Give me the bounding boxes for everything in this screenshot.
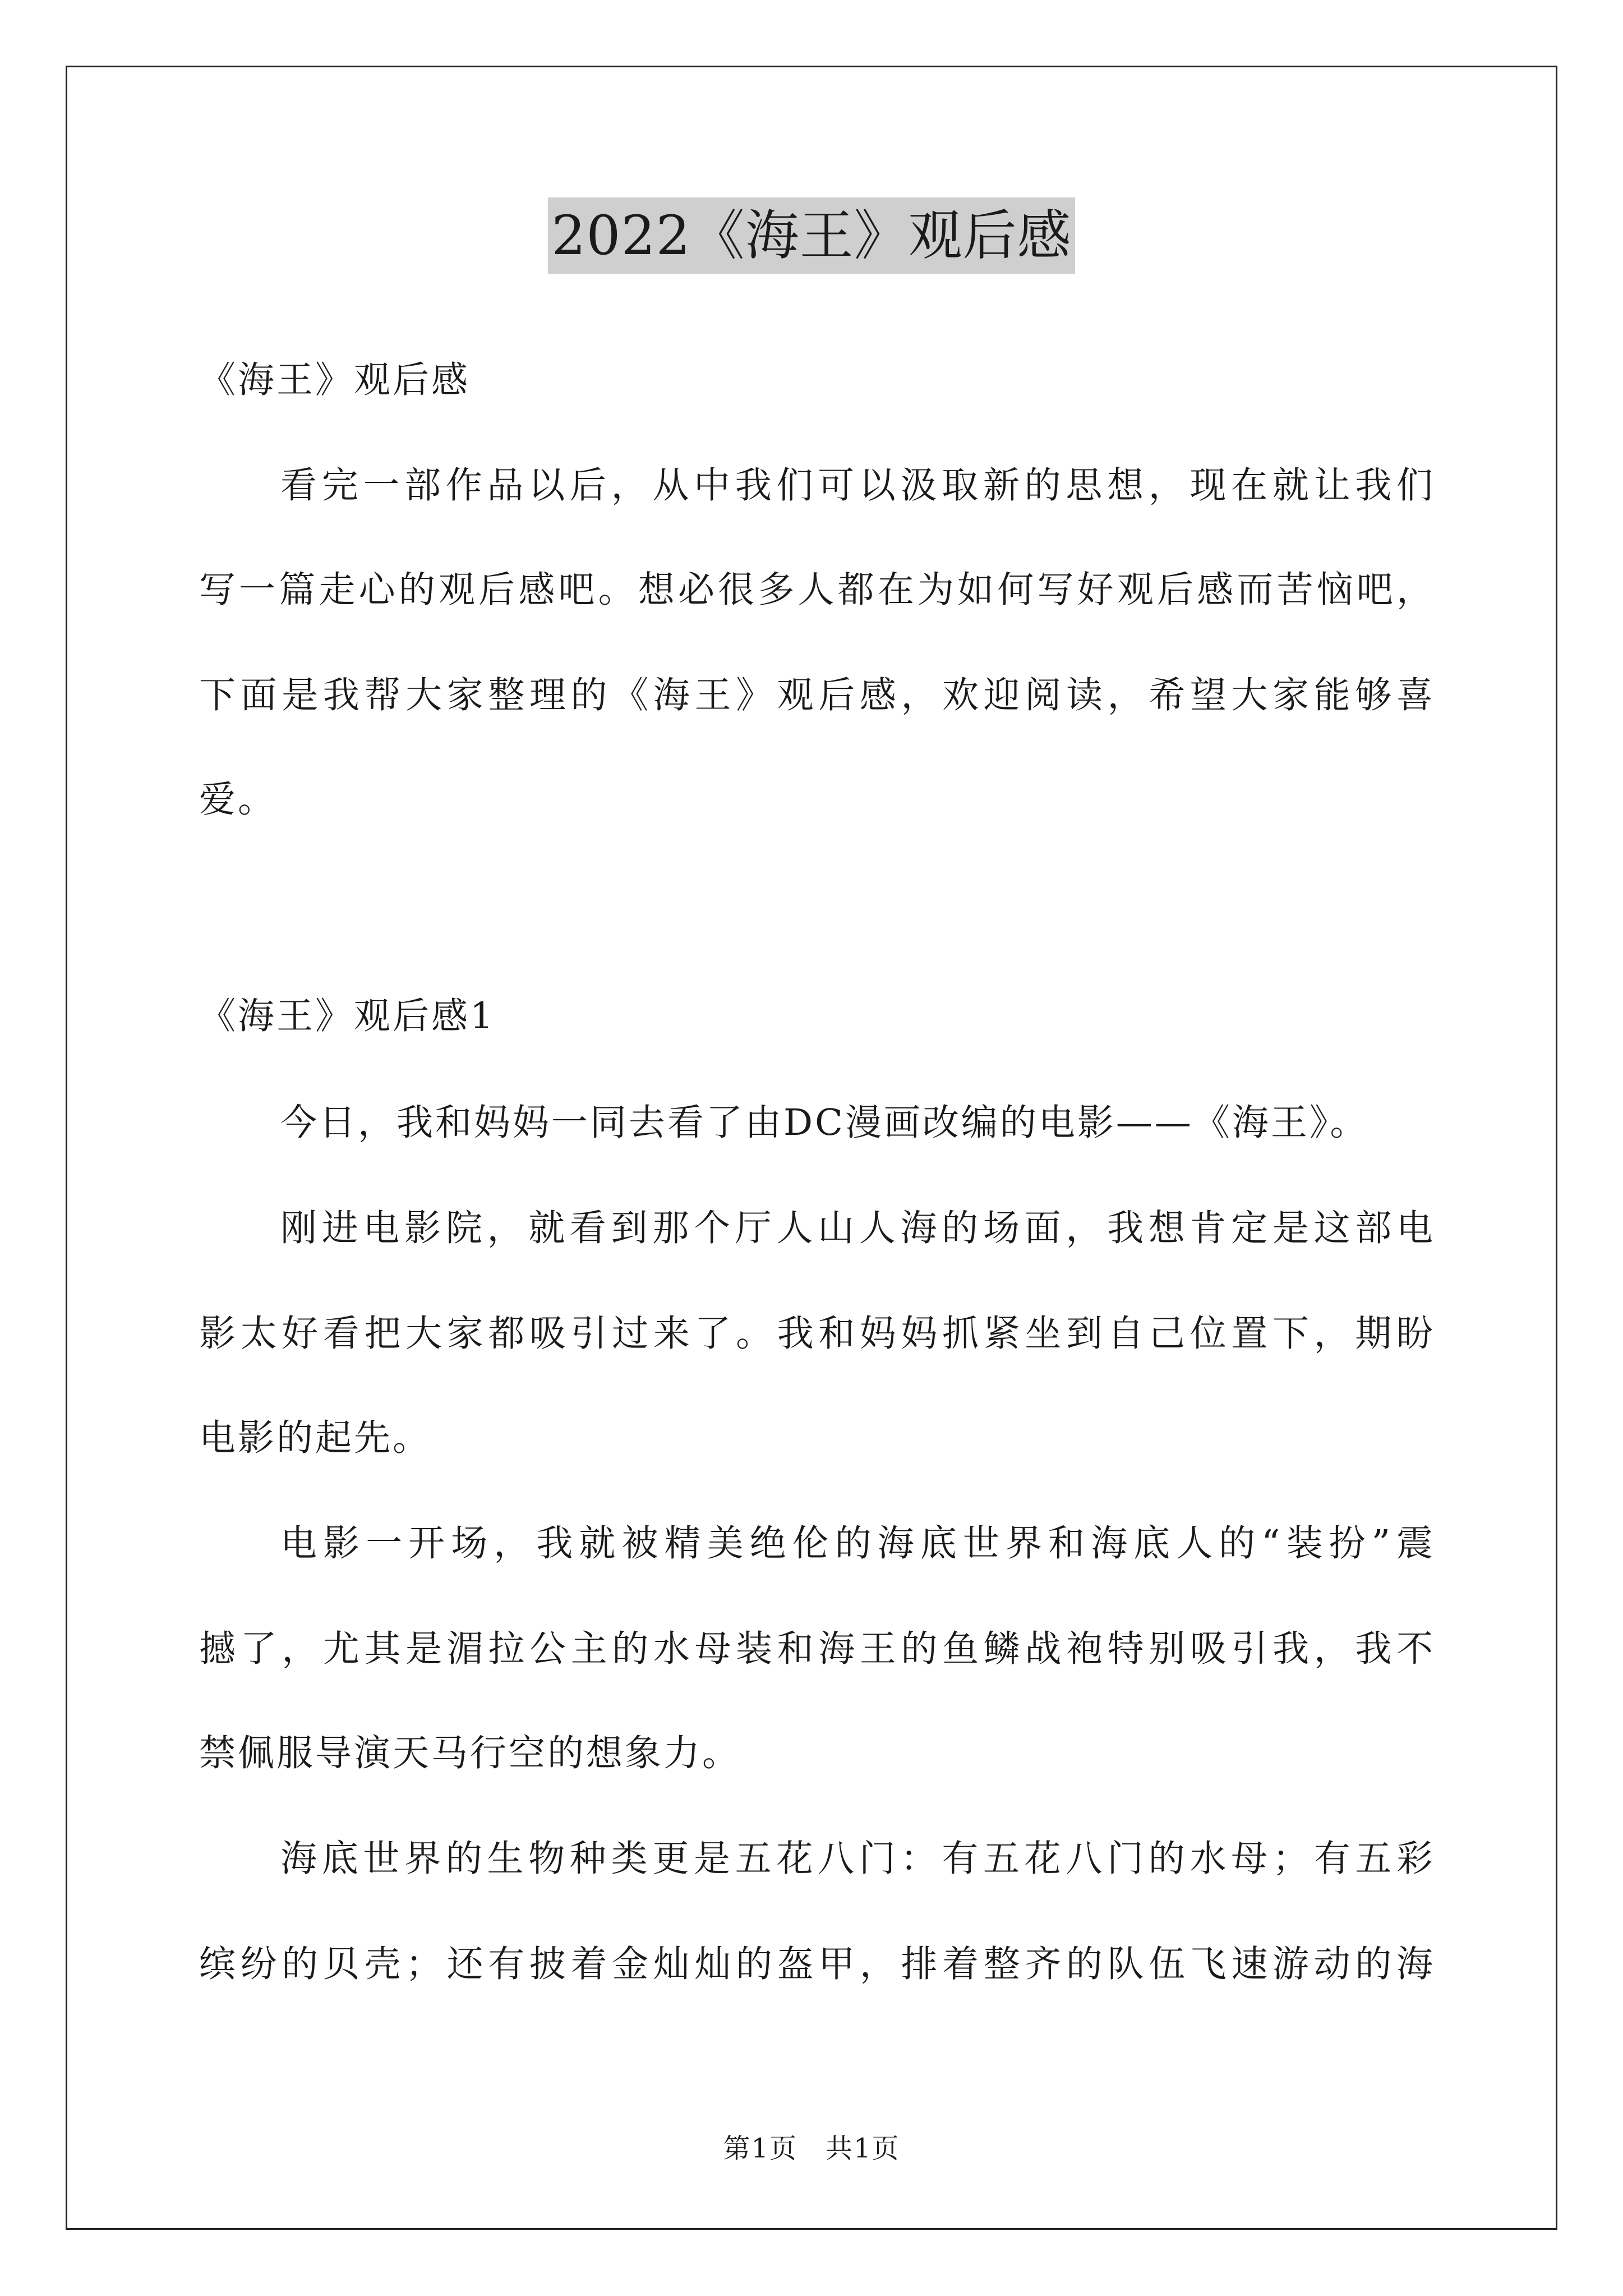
body-line-7: 禁佩服导演天马行空的想象力。 — [199, 1732, 741, 1774]
body-line-2: 刚进电影院，就看到那个厅人山人海的场面，我想肯定是这部电 — [280, 1207, 1433, 1249]
body-line-4: 电影的起先。 — [199, 1417, 432, 1459]
intro-line-2: 写一篇走心的观后感吧。想必很多人都在为如何写好观后感而苦恼吧， — [199, 569, 1433, 611]
body-line-6: 撼了，尤其是湄拉公主的水母装和海王的鱼鳞战袍特别吸引我，我不 — [199, 1628, 1433, 1670]
intro-line-4: 爱。 — [199, 779, 277, 821]
page-number: 第1页 共1页 — [723, 2133, 900, 2164]
body-line-9: 缤纷的贝壳；还有披着金灿灿的盔甲，排着整齐的队伍飞速游动的海 — [199, 1943, 1433, 1985]
title-container — [0, 197, 1623, 274]
document-title: 2022《海王》观后感 — [548, 197, 1075, 274]
subheading-1: 《海王》观后感1 — [199, 995, 496, 1037]
section-heading: 《海王》观后感 — [199, 359, 471, 401]
body-line-1: 今日，我和妈妈一同去看了由DC漫画改编的电影——《海王》。 — [280, 1102, 1369, 1144]
body-line-8: 海底世界的生物种类更是五花八门：有五花八门的水母；有五彩 — [280, 1838, 1433, 1880]
body-line-5: 电影一开场，我就被精美绝伦的海底世界和海底人的“装扮”震 — [280, 1522, 1433, 1565]
intro-line-3: 下面是我帮大家整理的《海王》观后感，欢迎阅读，希望大家能够喜 — [199, 674, 1433, 716]
intro-line-1: 看完一部作品以后，从中我们可以汲取新的思想，现在就让我们 — [280, 464, 1433, 507]
body-line-3: 影太好看把大家都吸引过来了。我和妈妈抓紧坐到自己位置下，期盼 — [199, 1313, 1433, 1355]
